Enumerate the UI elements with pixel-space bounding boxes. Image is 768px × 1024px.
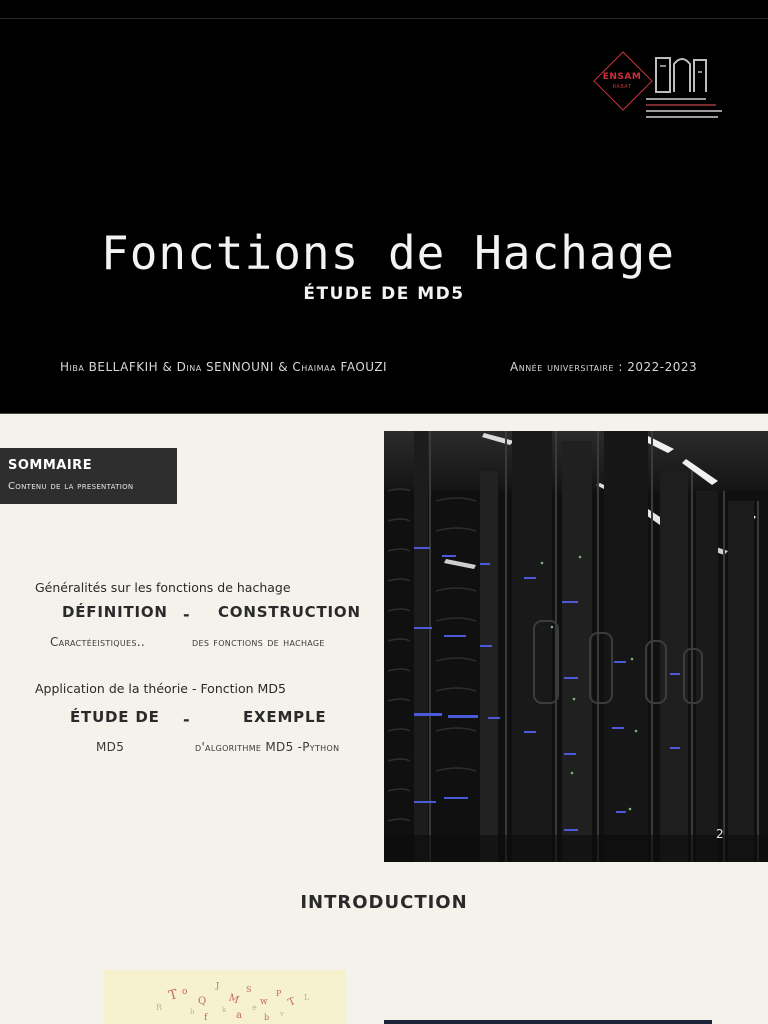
sommaire-label-box xyxy=(0,448,177,504)
authors-line: Hiba BELLAFKIH & Dina SENNOUNI & Chaimaa FAOUZI xyxy=(60,360,388,374)
logo-caption-lines xyxy=(646,98,722,122)
separator-dash: - xyxy=(183,710,190,729)
svg-text:o: o xyxy=(182,987,188,997)
sub-md5: MD5 xyxy=(96,740,125,754)
svg-text:Q: Q xyxy=(198,996,207,1007)
title-slide xyxy=(0,0,768,414)
section-heading-generalites: Généralités sur les fonctions de hachage xyxy=(35,580,291,595)
svg-text:f: f xyxy=(204,1013,208,1023)
server-room-image xyxy=(384,431,768,862)
introduction-title: INTRODUCTION xyxy=(300,892,468,913)
presentation-subtitle: ÉTUDE DE MD5 xyxy=(303,284,465,304)
academic-year: Année universitaire : 2022-2023 xyxy=(510,360,698,374)
introduction-slide xyxy=(0,862,768,1024)
sommaire-slide xyxy=(0,431,768,862)
server-racks-illustration xyxy=(384,431,768,862)
separator-dash: - xyxy=(183,605,190,624)
sommaire-title: SOMMAIRE xyxy=(8,458,93,473)
svg-text:J: J xyxy=(216,981,220,990)
university-emblem-icon xyxy=(650,52,712,98)
svg-text:T: T xyxy=(167,987,180,1004)
svg-text:M: M xyxy=(226,992,241,1007)
svg-text:w: w xyxy=(260,997,268,1007)
label-exemple: EXEMPLE xyxy=(243,708,327,726)
presentation-title: Fonctions de Hachage xyxy=(101,226,675,280)
logo-name: ENSAM xyxy=(602,72,642,82)
ensam-logo xyxy=(592,48,722,140)
section-heading-application: Application de la théorie - Fonction MD5 xyxy=(35,681,286,696)
svg-text:R: R xyxy=(156,1003,163,1012)
navy-image-edge xyxy=(384,1020,712,1024)
scattered-letters-image xyxy=(104,970,346,1024)
svg-text:a: a xyxy=(236,1010,242,1021)
sub-algorithme-python: d'algorithme MD5 -Python xyxy=(195,740,340,754)
top-divider xyxy=(0,18,768,19)
svg-text:T: T xyxy=(286,995,298,1009)
svg-text:S: S xyxy=(246,985,252,994)
logo-city: RABAT xyxy=(612,84,632,90)
svg-text:P: P xyxy=(276,989,282,998)
ensam-diamond-icon xyxy=(592,52,652,112)
sub-caracteristiques: Caractéeistiques.. xyxy=(50,635,145,649)
svg-text:L: L xyxy=(304,993,310,1002)
label-etude-de: ÉTUDE DE xyxy=(70,708,160,726)
scattered-letters-illustration xyxy=(104,970,346,1024)
svg-text:b: b xyxy=(264,1013,270,1022)
svg-text:v: v xyxy=(280,1010,284,1018)
svg-text:e: e xyxy=(252,1003,257,1012)
label-construction: CONSTRUCTION xyxy=(218,603,361,621)
page-number: 2 xyxy=(716,827,724,841)
label-definition: DÉFINITION xyxy=(62,603,168,621)
sub-fonctions-hachage: des fonctions de hachage xyxy=(192,635,325,649)
svg-text:h: h xyxy=(190,1008,195,1016)
sommaire-subtitle: Contenu de la presentation xyxy=(8,481,134,492)
svg-text:k: k xyxy=(222,1006,227,1014)
